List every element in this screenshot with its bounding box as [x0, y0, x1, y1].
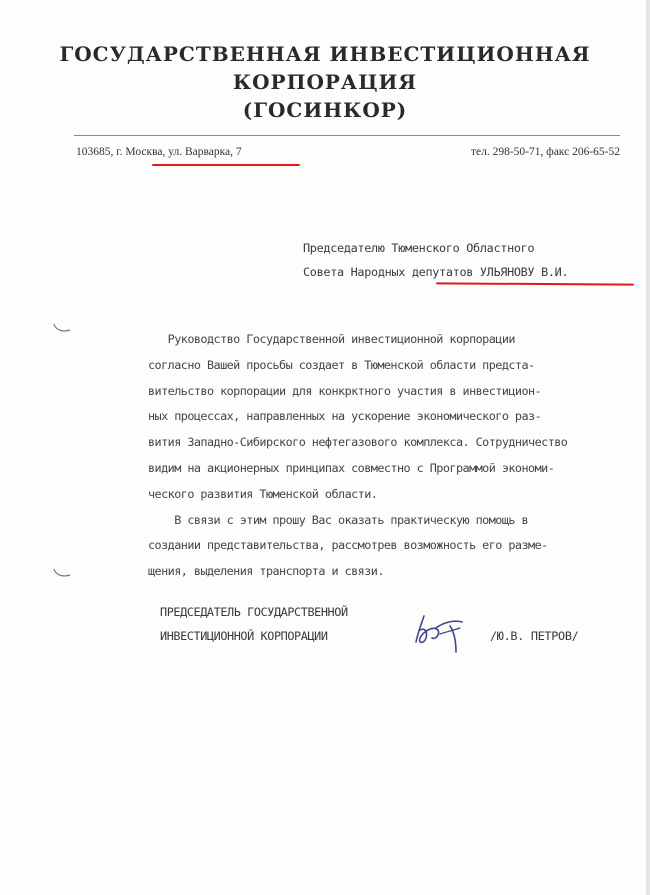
binder-mark-bottom — [52, 567, 72, 579]
scan-edge — [646, 0, 650, 895]
binder-mark-top — [52, 322, 72, 334]
letterhead-title-line-3: (ГОСИНКОР) — [242, 98, 408, 122]
address-red-underline — [152, 164, 300, 166]
letterhead-phone-fax: тел. 298-50-71, факс 206-65-52 — [470, 146, 620, 158]
signatory-name: /Ю.В. ПЕТРОВ/ — [490, 629, 579, 643]
body-line: согласно Вашей просьбы создает в Тюменской области предста- — [148, 357, 535, 372]
body-line: Руководство Государственной инвестиционной корпорации — [148, 332, 515, 346]
body-line: видим на акционерных принципах совместно с Программой экономи- — [148, 460, 555, 475]
signature-title-line-2: ИНВЕСТИЦИОННОЙ КОРПОРАЦИИ — [160, 629, 328, 643]
body-line: вительство корпорации для конкрктного участия в инвестицион- — [148, 383, 542, 398]
handwritten-signature — [410, 608, 482, 658]
letterhead-divider — [74, 135, 620, 136]
addressee-red-underline — [436, 282, 634, 285]
letterhead-title-line-1: ГОСУДАРСТВЕННАЯ ИНВЕСТИЦИОННАЯ — [59, 42, 591, 66]
addressee-line-2: Совета Народных депутатов УЛЬЯНОВУ В.И. — [303, 265, 569, 279]
signature-title-block — [160, 600, 348, 648]
addressee-line-1: Председателю Тюменского Областного — [303, 241, 535, 255]
body-line: вития Западно-Сибирского нефтегазового комплекса. Сотрудничество — [148, 435, 568, 450]
letterhead-title — [0, 40, 650, 124]
body-line: ческого развития Тюменской области. — [148, 486, 378, 501]
letterhead-title-line-2: КОРПОРАЦИЯ — [232, 70, 418, 94]
signature-title-line-1: ПРЕДСЕДАТЕЛЬ ГОСУДАРСТВЕННОЙ — [160, 605, 348, 619]
body-line: В связи с этим прошу Вас оказать практическую помощь в — [148, 512, 529, 527]
body-line: создании представительства, рассмотрев возможность его разме- — [148, 538, 548, 553]
body-line: ных процессах, направленных на ускорение экономического раз- — [148, 409, 542, 424]
addressee-block — [303, 236, 568, 284]
letterhead-address: 103685, г. Москва, ул. Варварка, 7 — [76, 146, 242, 158]
body-line: щения, выделения транспорта и связи. — [148, 564, 384, 579]
letter-body — [148, 327, 567, 585]
